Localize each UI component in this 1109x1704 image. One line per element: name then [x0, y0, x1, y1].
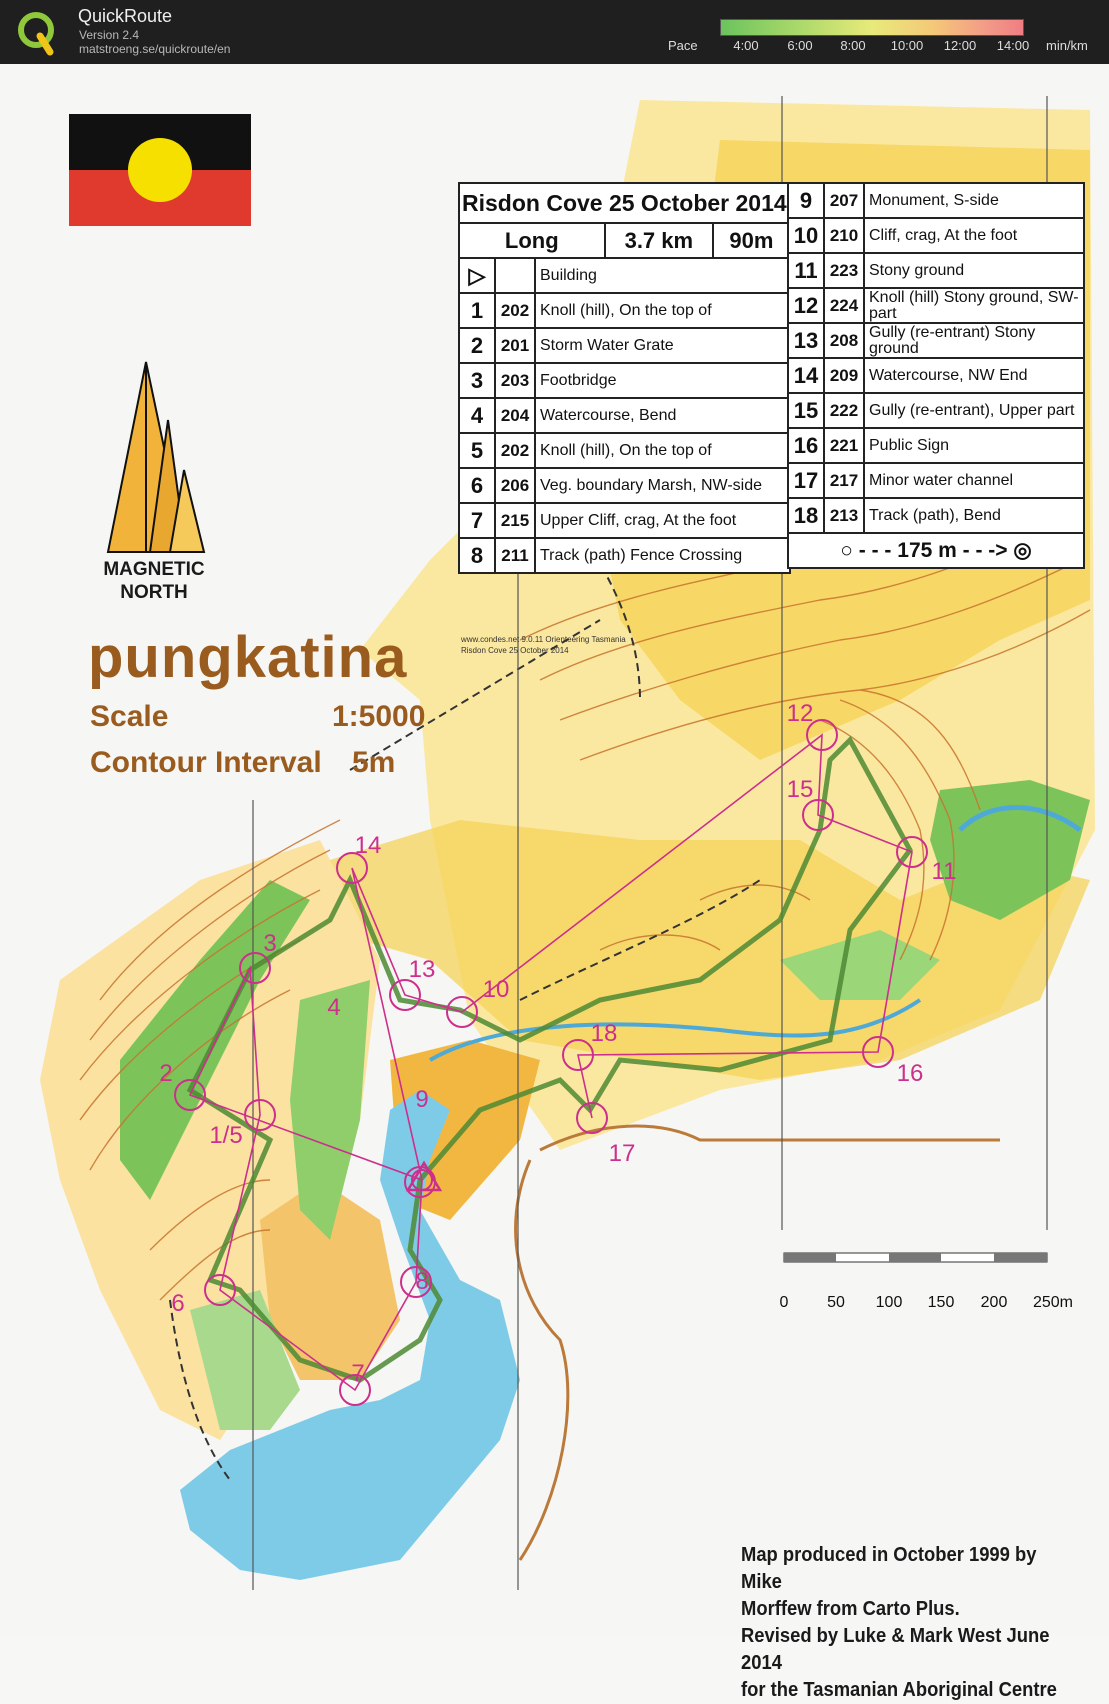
control-code: 211: [495, 538, 535, 573]
control-code: 207: [824, 183, 864, 218]
control-number-label: 4: [327, 994, 341, 1021]
control-number: 7: [459, 503, 495, 538]
credit-line: Morffew from Carto Plus.: [741, 1598, 960, 1620]
pace-tick: 8:00: [840, 38, 866, 53]
control-description: Knoll (hill), On the top of: [535, 433, 790, 468]
control-number-label: 15: [786, 776, 814, 803]
control-number: 4: [459, 398, 495, 433]
pace-unit: min/km: [1046, 38, 1088, 53]
control-description-row: [459, 468, 790, 503]
credit-line: Revised by Luke & Mark West June 2014: [741, 1625, 1050, 1674]
course-title: Risdon Cove 25 October 2014: [459, 183, 790, 223]
control-description: Footbridge: [535, 363, 790, 398]
control-number-label: 1/5: [209, 1122, 243, 1149]
app-name: QuickRoute: [78, 6, 173, 26]
control-number-label: 14: [354, 832, 382, 859]
control-description-row: [788, 323, 1084, 358]
control-number-label: 3: [263, 930, 277, 957]
finish-symbol-icon: ◎: [1013, 539, 1032, 562]
footer-note-line: www.condes.net 9.0.11 Orienteering Tasmania: [461, 635, 626, 644]
control-code: 224: [824, 288, 864, 323]
control-code: 208: [824, 323, 864, 358]
control-code: 221: [824, 428, 864, 463]
course-class: Long: [460, 224, 605, 257]
aboriginal-flag: [69, 114, 251, 226]
control-description-row: [459, 328, 790, 363]
scale-bar-label: 100: [875, 1294, 903, 1311]
control-number-label: 6: [171, 1290, 185, 1317]
control-description-row: [788, 288, 1084, 323]
control-number: 11: [788, 253, 824, 288]
control-description-row: [788, 253, 1084, 288]
control-description-row: [459, 293, 790, 328]
footer-note-line: Risdon Cove 25 October 2014: [461, 646, 569, 655]
scale-label: Scale: [90, 700, 169, 733]
control-description-row: [788, 218, 1084, 253]
control-description: Minor water channel: [864, 463, 1084, 498]
app-url[interactable]: matstroeng.se/quickroute/en: [79, 42, 231, 56]
control-number: 15: [788, 393, 824, 428]
control-description: Knoll (hill), On the top of: [535, 293, 790, 328]
control-number: 18: [788, 498, 824, 533]
course-length: 3.7 km: [605, 224, 713, 257]
control-number: 12: [788, 288, 824, 323]
scale-bar-label: 250m: [1032, 1294, 1074, 1311]
control-code: 203: [495, 363, 535, 398]
control-code: 217: [824, 463, 864, 498]
magnetic-north-label: [86, 558, 222, 604]
scale-bar-label: 200: [980, 1294, 1008, 1311]
control-number-label: 12: [786, 700, 814, 727]
control-description-row: [459, 538, 790, 573]
pace-tick: 14:00: [996, 38, 1030, 53]
control-description: Gully (re-entrant), Upper part: [864, 393, 1084, 428]
control-description: Knoll (hill) Stony ground, SW-part: [864, 288, 1084, 323]
control-code: 206: [495, 468, 535, 503]
pace-tick: 12:00: [943, 38, 977, 53]
control-description: Watercourse, NW End: [864, 358, 1084, 393]
control-descriptions-right: 9 207 Monument, S-side 10 210 Cliff, crag, At the foot 11 223 Stony ground 12 224 Knoll (hill) Stony ground, SW-part 13 208 Gully (re-entrant) Stony ground 14 209 Watercourse, NW End 15 222 Gully (re-entrant), Upper part 16 221 Public Sign 17 217 Minor water channel 18 213 Track (path), Bend ○ - - - 175 m - - -> ◎: [787, 182, 1085, 569]
pace-label: Pace: [668, 38, 698, 53]
map-credit: [741, 1542, 1080, 1704]
scale-value: 1:5000: [332, 700, 426, 733]
control-code: 204: [495, 398, 535, 433]
control-description-row: [788, 183, 1084, 218]
credit-line: for the Tasmanian Aboriginal Centre: [741, 1679, 1057, 1701]
control-description: Gully (re-entrant) Stony ground: [864, 323, 1084, 358]
app-version: Version 2.4: [79, 28, 140, 42]
control-code: 202: [495, 433, 535, 468]
finish-start-circle-icon: ○: [840, 539, 853, 562]
control-number-label: 18: [590, 1020, 618, 1047]
control-number-label: 10: [482, 976, 510, 1003]
control-code: 210: [824, 218, 864, 253]
north-line-1: MAGNETIC: [103, 559, 205, 580]
control-description: Track (path), Bend: [864, 498, 1084, 533]
pace-tick: 6:00: [787, 38, 813, 53]
control-description: Public Sign: [864, 428, 1084, 463]
control-number-label: 17: [608, 1140, 636, 1167]
control-number: 8: [459, 538, 495, 573]
control-description-row: [788, 393, 1084, 428]
control-description-row: [788, 498, 1084, 533]
contour-label: Contour Interval: [90, 746, 322, 779]
quickroute-header-bar: [0, 0, 1109, 64]
control-description: Track (path) Fence Crossing: [535, 538, 790, 573]
control-description-row: [459, 503, 790, 538]
control-number-label: 13: [408, 956, 436, 983]
control-number-label: 9: [415, 1086, 429, 1113]
scale-bar-label: 150: [927, 1294, 955, 1311]
control-number: 6: [459, 468, 495, 503]
scale-bar-label: 50: [827, 1294, 845, 1311]
control-description-row: [459, 398, 790, 433]
finish-distance: 175 m: [897, 539, 957, 562]
credit-line: Map produced in October 1999 by Mike: [741, 1544, 1037, 1593]
control-description: Watercourse, Bend: [535, 398, 790, 433]
control-code: 223: [824, 253, 864, 288]
control-description: Veg. boundary Marsh, NW-side: [535, 468, 790, 503]
control-descriptions-left: [458, 182, 791, 574]
start-description: Building: [535, 258, 790, 293]
map-name: pungkatina: [88, 625, 408, 690]
control-number-label: 8: [415, 1268, 429, 1295]
control-number: 5: [459, 433, 495, 468]
control-number-label: 11: [931, 858, 957, 885]
scale-bar: [784, 1253, 1047, 1262]
orienteering-map[interactable]: [0, 64, 1109, 1701]
control-number: 16: [788, 428, 824, 463]
control-description: Cliff, crag, At the foot: [864, 218, 1084, 253]
control-code: 213: [824, 498, 864, 533]
control-number: 2: [459, 328, 495, 363]
pace-tick: 10:00: [890, 38, 924, 53]
control-description-row: [788, 463, 1084, 498]
control-description-row: [788, 358, 1084, 393]
control-code: 202: [495, 293, 535, 328]
control-description-row: [459, 433, 790, 468]
control-number-label: 16: [896, 1060, 924, 1087]
control-number: 9: [788, 183, 824, 218]
control-description: Upper Cliff, crag, At the foot: [535, 503, 790, 538]
scale-bar-label: 0: [779, 1294, 789, 1311]
control-number: 17: [788, 463, 824, 498]
control-description-row: [788, 428, 1084, 463]
pace-color-scale: [720, 19, 1024, 36]
quickroute-logo-icon: [16, 8, 60, 56]
control-description: Monument, S-side: [864, 183, 1084, 218]
control-number-label: 7: [351, 1360, 365, 1387]
course-climb: 90m: [729, 227, 774, 253]
control-number-label: 2: [159, 1060, 173, 1087]
control-description: Stony ground: [864, 253, 1084, 288]
control-description-row: [459, 363, 790, 398]
pace-tick: 4:00: [733, 38, 759, 53]
control-number: 14: [788, 358, 824, 393]
control-number: 1: [459, 293, 495, 328]
start-icon: ▷: [459, 258, 495, 293]
control-description: Storm Water Grate: [535, 328, 790, 363]
north-line-2: NORTH: [120, 582, 188, 603]
control-code: 222: [824, 393, 864, 428]
control-number: 13: [788, 323, 824, 358]
control-code: 201: [495, 328, 535, 363]
control-number: 3: [459, 363, 495, 398]
control-code: 215: [495, 503, 535, 538]
control-code: 209: [824, 358, 864, 393]
contour-value: 5m: [352, 746, 396, 779]
control-number: 10: [788, 218, 824, 253]
course-footer-note: [461, 634, 626, 656]
